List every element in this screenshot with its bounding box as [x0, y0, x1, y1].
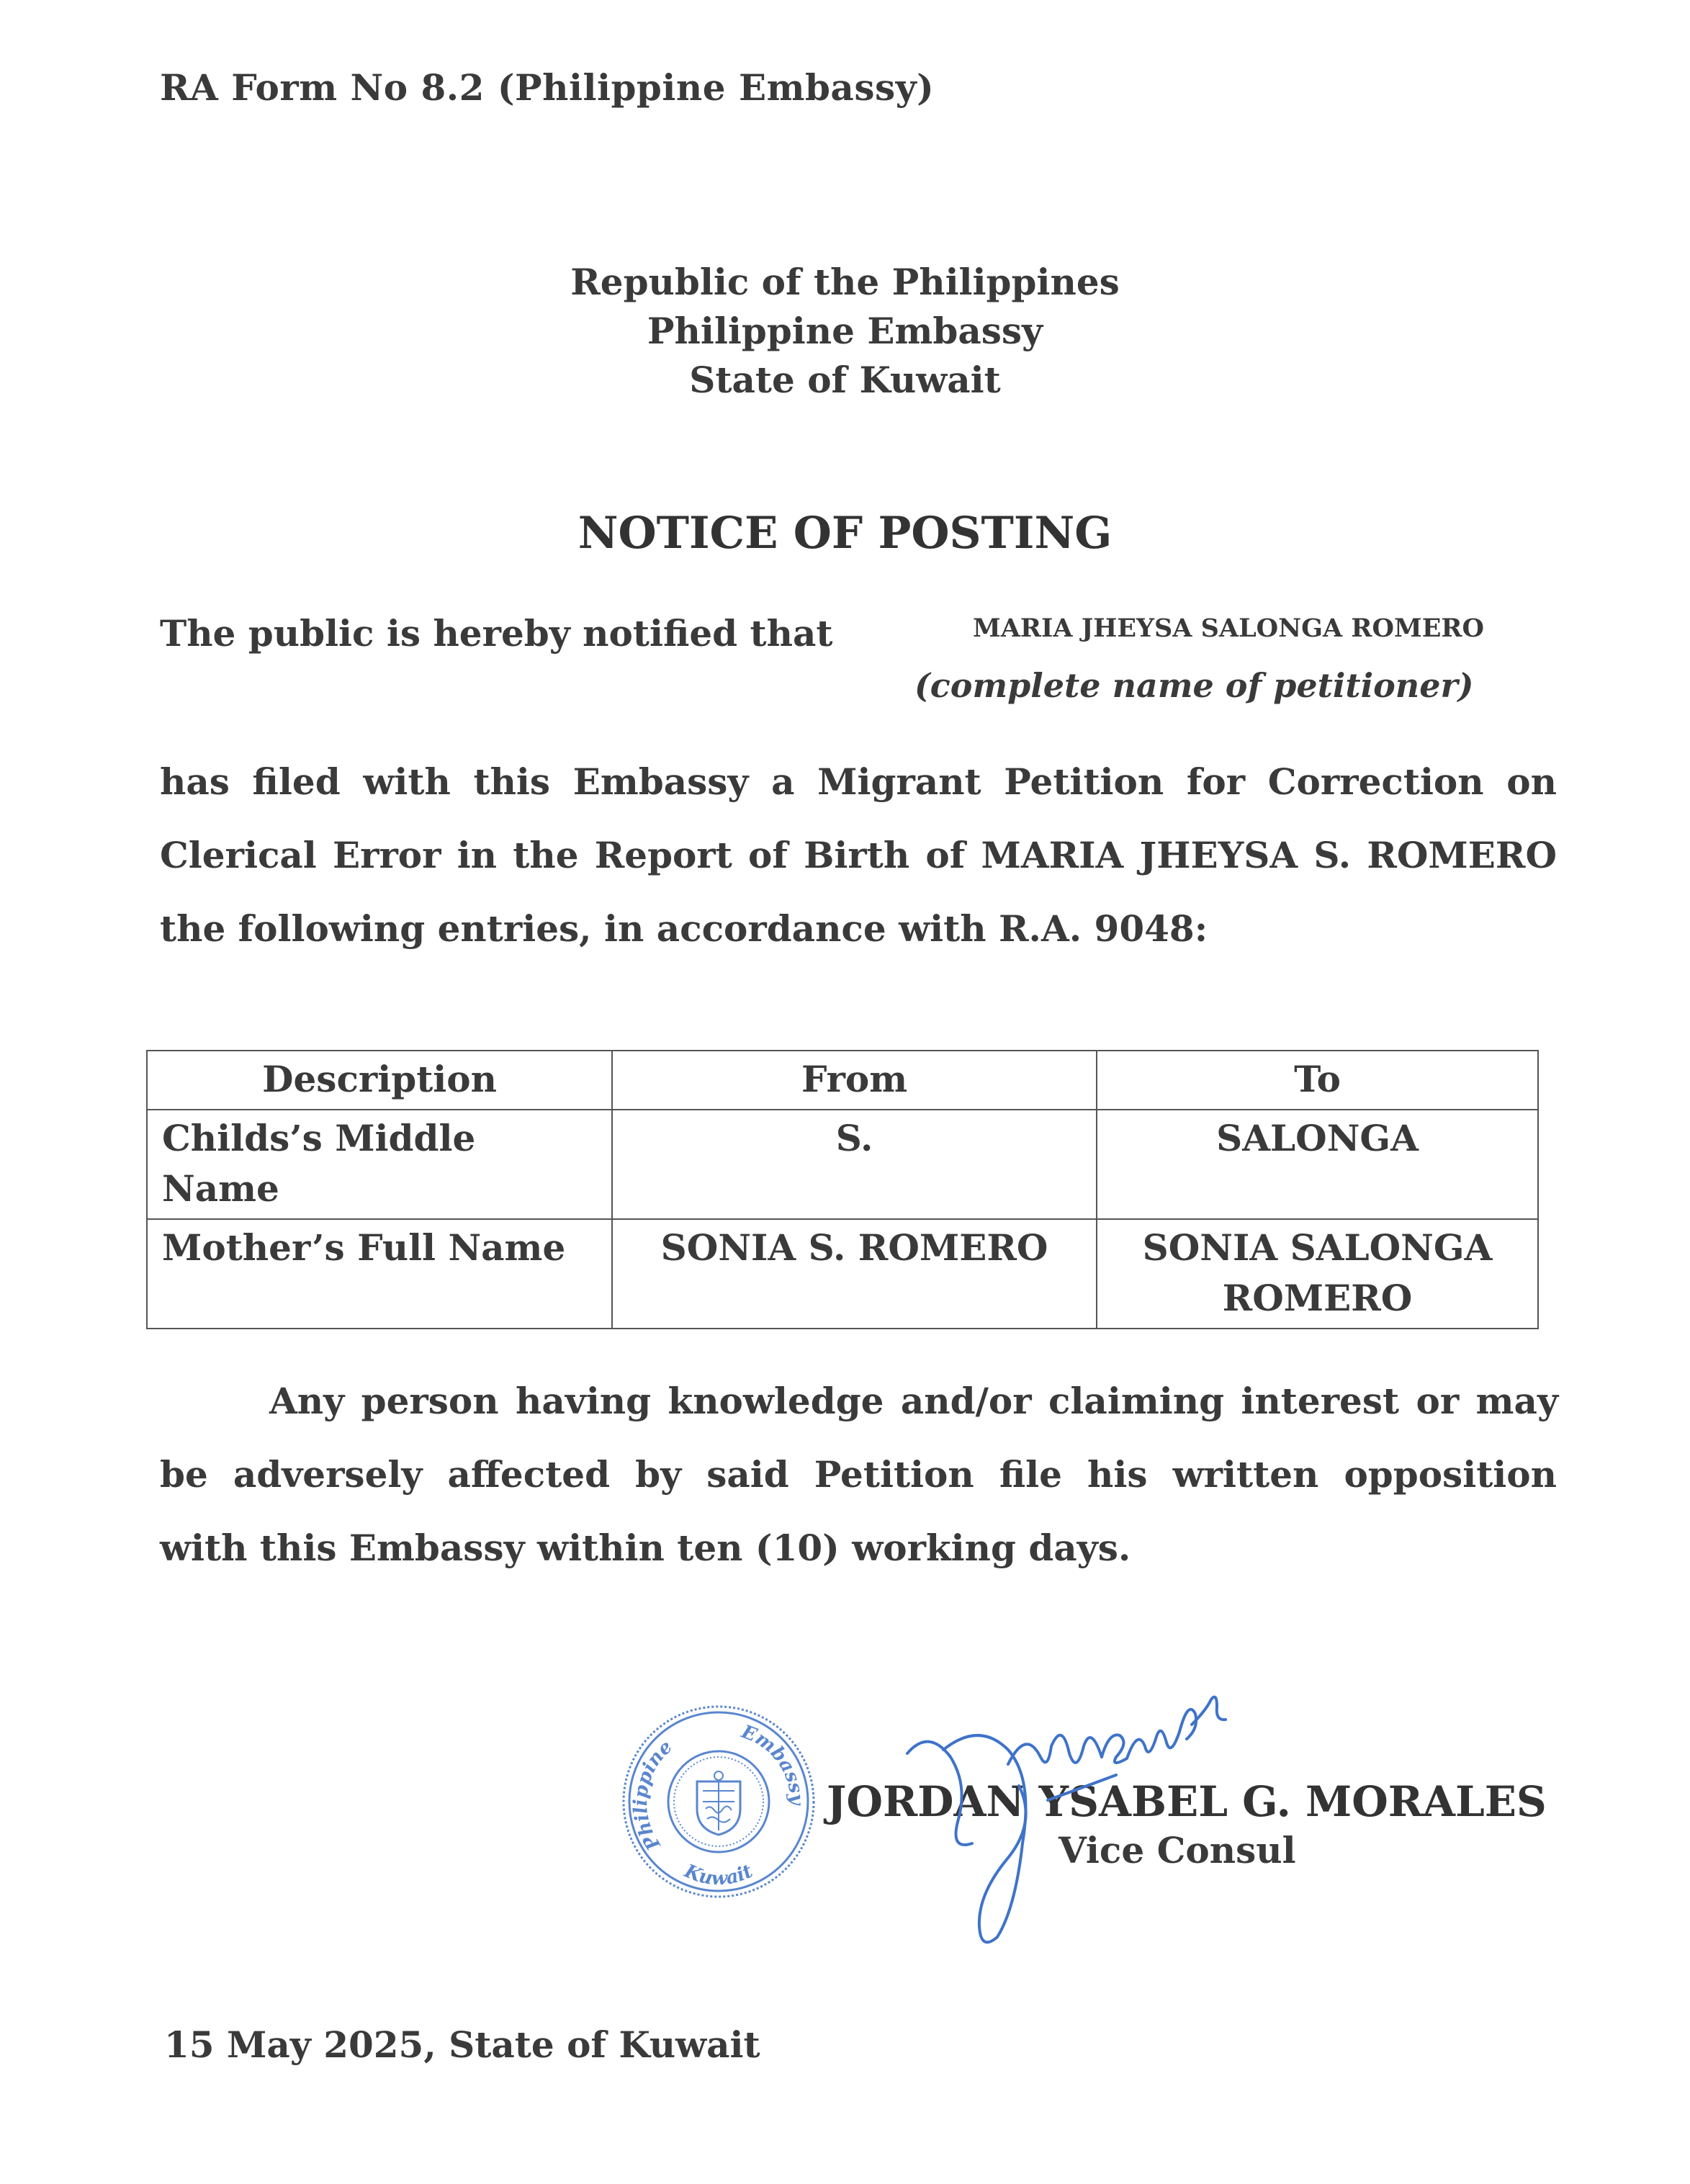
cell-from: SONIA S. ROMERO — [612, 1219, 1097, 1329]
petitioner-name: MARIA JHEYSA SALONGA ROMERO — [973, 614, 1484, 643]
column-header-description: Description — [147, 1051, 612, 1110]
body-line: has filed with this Embassy a Migrant Petition for Correction on — [160, 760, 1557, 803]
date-and-place: 15 May 2025, State of Kuwait — [164, 2023, 760, 2066]
embassy-seal-icon — [618, 1701, 819, 1902]
body-line: Clerical Error in the Report of Birth of MARIA JHEYSA S. ROMERO — [160, 834, 1557, 876]
seal-text-right: Embassy — [738, 1721, 808, 1805]
notice-title: NOTICE OF POSTING — [577, 508, 1113, 559]
header-office: Philippine Embassy — [647, 310, 1043, 352]
column-header-to: To — [1097, 1051, 1538, 1110]
cell-description: Childs’s Middle Name — [147, 1110, 612, 1219]
intro-text: The public is hereby notified that — [160, 612, 833, 655]
cell-to: SALONGA — [1097, 1110, 1538, 1219]
opposition-line: be adversely affected by said Petition file his written opposition — [160, 1453, 1557, 1496]
cell-from: S. — [612, 1110, 1097, 1219]
table-row — [147, 1110, 1538, 1219]
opposition-line: Any person having knowledge and/or claiming interest or may — [269, 1380, 1558, 1422]
column-header-from: From — [612, 1051, 1097, 1110]
form-number: RA Form No 8.2 (Philippine Embassy) — [160, 66, 935, 109]
seal-text-left: Philippine — [629, 1735, 677, 1854]
header-country: Republic of the Philippines — [570, 261, 1120, 303]
cell-to: SONIA SALONGA ROMERO — [1097, 1219, 1538, 1329]
seal-text-bottom: Kuwait — [681, 1860, 757, 1890]
table-header-row — [147, 1051, 1538, 1110]
table-row — [147, 1219, 1538, 1329]
cell-description: Mother’s Full Name — [147, 1219, 612, 1329]
body-line: the following entries, in accordance with R.A. 9048: — [160, 907, 1208, 950]
corrections-table — [146, 1050, 1539, 1329]
header-location: State of Kuwait — [689, 359, 1001, 401]
petitioner-caption: (complete name of petitioner) — [914, 666, 1474, 705]
opposition-line: with this Embassy within ten (10) working days. — [160, 1527, 1131, 1569]
signatory-title: Vice Consul — [1059, 1829, 1296, 1871]
signatory-name: JORDAN YSABEL G. MORALES — [827, 1777, 1547, 1826]
signature-icon — [900, 1678, 1231, 1951]
